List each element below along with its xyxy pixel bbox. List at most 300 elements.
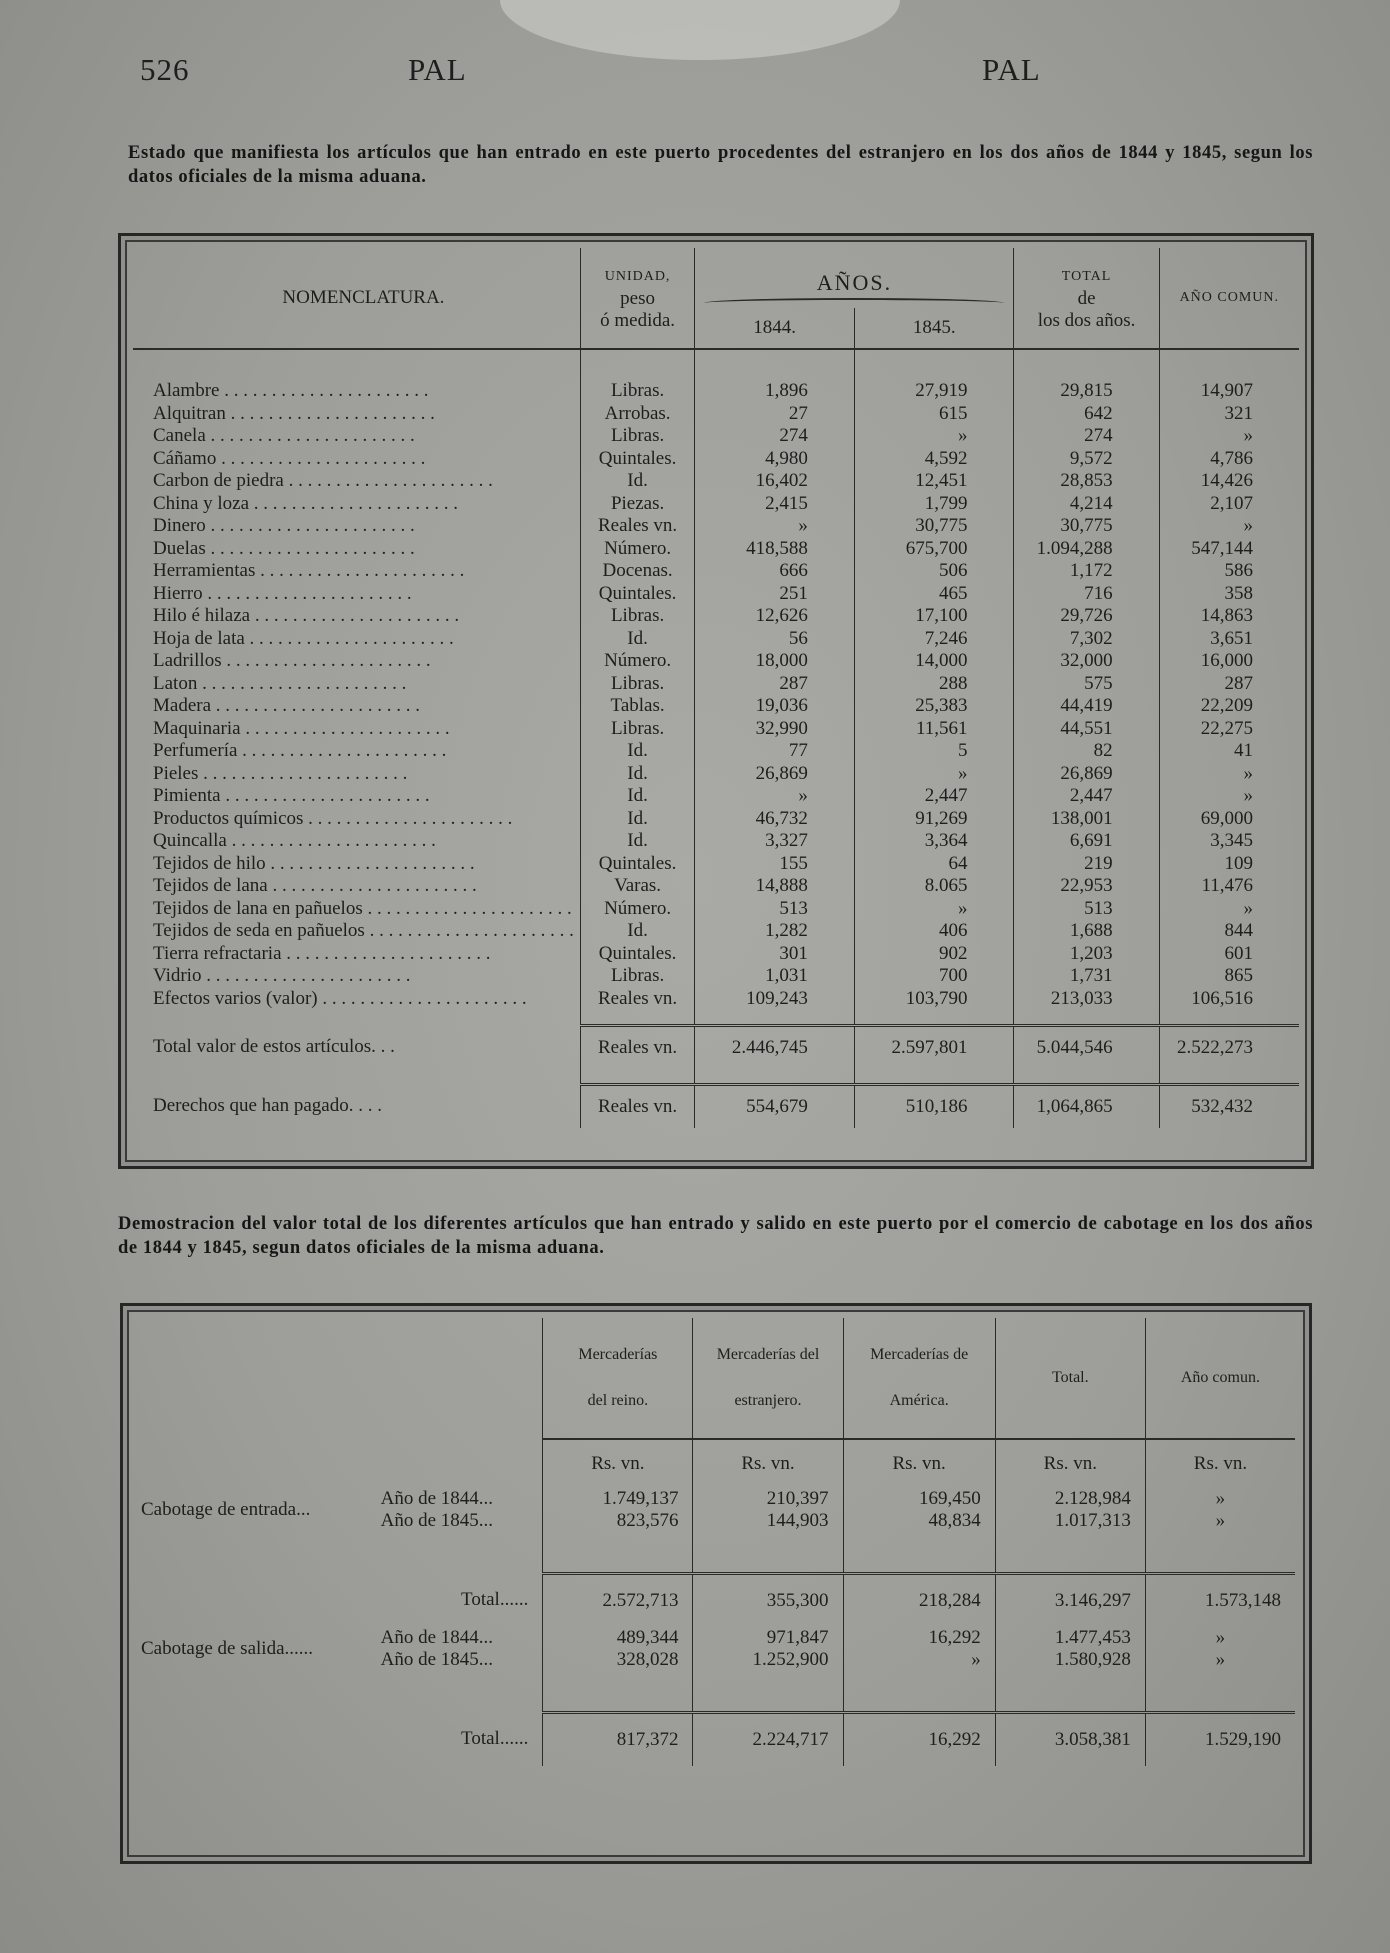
item-name-text: Maquinaria [153, 717, 241, 739]
cell-value: 817,372 [543, 1713, 693, 1767]
total-row [135, 1713, 1295, 1767]
entrada-label: Cabotage de entrada... [141, 1499, 311, 1520]
value-comun: 3,345 [1159, 830, 1299, 853]
item-name [133, 403, 580, 426]
item-unit: Id. [580, 763, 694, 786]
item-unit: Id. [580, 808, 694, 831]
col-total-l3: los dos años. [1037, 310, 1136, 331]
cell-value: 2.572,713 [543, 1574, 693, 1628]
col-years-blank [381, 1318, 543, 1439]
value-1844: 14,888 [695, 875, 855, 898]
cell-value: 2.224,717 [693, 1713, 843, 1767]
value-comun: 601 [1159, 943, 1299, 966]
item-name-text: Total valor de estos artículos [153, 1036, 372, 1058]
value-comun: 106,516 [1159, 988, 1299, 1011]
value-comun: 532,432 [1159, 1085, 1299, 1129]
item-unit: Número. [580, 898, 694, 921]
col-amer-l2: América. [889, 1392, 949, 1409]
value-1845: 465 [854, 583, 1014, 606]
item-name-text: Efectos varios (valor) [153, 987, 318, 1009]
item-name-text: Tejidos de lana [153, 875, 268, 897]
value-1845: 675,700 [854, 538, 1014, 561]
table-row [133, 403, 1299, 426]
value-total: 219 [1014, 853, 1159, 876]
dot-leader: . . . . . . . . . . . . . . . . . . . . . . [211, 695, 421, 717]
item-name [133, 965, 580, 988]
item-unit: Quintales. [580, 583, 694, 606]
item-name [133, 605, 580, 628]
table-row [133, 740, 1299, 763]
value-comun: 14,863 [1159, 605, 1299, 628]
item-name [133, 830, 580, 853]
value-1845: 3,364 [854, 830, 1014, 853]
value-total: 26,869 [1014, 763, 1159, 786]
table2-caption: Demostracion del valor total de los diferentes artículos que han entrado y salido en este puerto por el comercio de cabotage en los dos años de 1844 y 1845, segun datos oficiales de la misma aduana. [118, 1214, 1313, 1258]
value-1845: 288 [854, 673, 1014, 696]
value-1845: 12,451 [854, 470, 1014, 493]
item-unit: Número. [580, 538, 694, 561]
value-1844: 287 [695, 673, 855, 696]
item-name-text: Perfumería [153, 740, 238, 762]
value-1844: 251 [695, 583, 855, 606]
value-total: 82 [1014, 740, 1159, 763]
cell-value: 971,847 [693, 1627, 843, 1649]
cell-value: 823,576 [543, 1510, 693, 1532]
dot-leader: . . . . . . . . . . . . . . . . . . . . . . [244, 627, 454, 649]
item-name [133, 808, 580, 831]
value-1844: 155 [695, 853, 855, 876]
value-total: 29,815 [1014, 380, 1159, 403]
dot-leader: . . . . . . . . . . . . . . . . . . . . . . [197, 672, 407, 694]
cell-value: 48,834 [843, 1510, 995, 1532]
currency-label: Rs. vn. [995, 1439, 1145, 1488]
item-name [133, 493, 580, 516]
value-1845: 17,100 [854, 605, 1014, 628]
cell-value: 1.580,928 [995, 1649, 1145, 1671]
item-name-text: Dinero [153, 515, 206, 537]
dot-leader: . . . . . . . . . . . . . . . . . . . . . . [205, 537, 415, 559]
cell-value: 489,344 [543, 1627, 693, 1649]
dot-leader: . . . . . . . . . . . . . . . . . . . . . . [237, 740, 447, 762]
value-total: 138,001 [1014, 808, 1159, 831]
table-row [133, 605, 1299, 628]
table-row [133, 898, 1299, 921]
value-comun: 14,907 [1159, 380, 1299, 403]
dot-leader: . . . . . . . . . . . . . . . . . . . . . . [362, 897, 572, 919]
item-name-text: Carbon de piedra [153, 470, 284, 492]
col-estr-l1: Mercaderías del [716, 1346, 820, 1363]
value-1844: 3,327 [695, 830, 855, 853]
item-name [133, 1026, 580, 1070]
table-row [133, 695, 1299, 718]
dot-leader: . . . . . . . . . . . . . . . . . . . . . . [205, 515, 415, 537]
table1-caption: Estado que manifiesta los artículos que han entrado en este puerto procedentes del estranjero en los dos años de 1844 y 1845, segun los datos oficiales de la misma aduana. [128, 143, 1313, 187]
value-total: 642 [1014, 403, 1159, 426]
value-total: 274 [1014, 425, 1159, 448]
item-name [133, 943, 580, 966]
table-row [133, 560, 1299, 583]
item-name [133, 718, 580, 741]
col-amer-l1: Mercaderías de [870, 1346, 969, 1363]
cell-value: » [1145, 1510, 1295, 1532]
item-name [133, 785, 580, 808]
item-name [133, 875, 580, 898]
col-unidad-l3: ó medida. [600, 310, 676, 331]
cabotage-table [135, 1318, 1295, 1766]
dot-leader: . . . . . . . . . . . . . . . . . . . . . . [249, 492, 459, 514]
item-unit: Docenas. [580, 560, 694, 583]
cell-value: 3.058,381 [995, 1713, 1145, 1767]
value-total: 30,775 [1014, 515, 1159, 538]
col-1844: 1844. [695, 308, 855, 349]
col-unidad [580, 248, 694, 349]
dot-leader: . . . . . . . . . . . . . . . . . . . . . . [250, 605, 460, 627]
table-row [133, 673, 1299, 696]
value-1845: 506 [854, 560, 1014, 583]
brace-mark [704, 298, 1004, 308]
cell-value: 1.529,190 [1145, 1713, 1295, 1767]
value-total: 1,172 [1014, 560, 1159, 583]
item-name-text: China y loza [153, 492, 250, 514]
value-1845: 1,799 [854, 493, 1014, 516]
col-ano-comun: AÑO COMUN. [1159, 248, 1299, 349]
value-total: 44,419 [1014, 695, 1159, 718]
currency-label: Rs. vn. [543, 1439, 693, 1488]
item-unit: Tablas. [580, 695, 694, 718]
cell-value: 16,292 [843, 1713, 995, 1767]
value-1845: 7,246 [854, 628, 1014, 651]
value-total: 1,731 [1014, 965, 1159, 988]
cell-value: 355,300 [693, 1574, 843, 1628]
col-unidad-l1: UNIDAD, [604, 269, 671, 284]
table-row [133, 808, 1299, 831]
value-1845: 4,592 [854, 448, 1014, 471]
table-row [133, 943, 1299, 966]
item-name-text: Duelas [153, 537, 206, 559]
table-row [133, 718, 1299, 741]
cell-value: 328,028 [543, 1649, 693, 1671]
page-number: 526 [140, 52, 190, 87]
value-total: 5.044,546 [1014, 1026, 1159, 1070]
dot-leader: . . . . . . . . . . . . . . . . . . . . . . [201, 965, 411, 987]
cell-value: » [1145, 1488, 1295, 1510]
item-name [133, 538, 580, 561]
value-1845: 510,186 [854, 1085, 1014, 1129]
item-name-text: Derechos que han pagado [153, 1095, 349, 1117]
value-total: 513 [1014, 898, 1159, 921]
cell-value: 3.146,297 [995, 1574, 1145, 1628]
col-comun2: Año comun. [1145, 1318, 1295, 1439]
currency-label: Rs. vn. [693, 1439, 843, 1488]
value-comun: » [1159, 785, 1299, 808]
dot-leader: . . . . . . . . . . . . . . . . . . . . . . [283, 470, 493, 492]
table-row [133, 380, 1299, 403]
item-name [133, 425, 580, 448]
value-1845: 25,383 [854, 695, 1014, 718]
item-name-text: Hierro [153, 582, 203, 604]
item-name-text: Cáñamo [153, 447, 217, 469]
col-estr-l2: estranjero. [734, 1392, 802, 1409]
item-name [133, 628, 580, 651]
value-1844: 1,896 [695, 380, 855, 403]
value-1845: 902 [854, 943, 1014, 966]
item-name-text: Tejidos de seda en pañuelos [153, 920, 365, 942]
table-row [133, 448, 1299, 471]
total-row [133, 1085, 1299, 1129]
table-row [133, 763, 1299, 786]
year-label: Año de 1845... [380, 1649, 494, 1670]
value-total: 1,064,865 [1014, 1085, 1159, 1129]
item-name-text: Herramientas [153, 560, 256, 582]
item-name-text: Alquitran [153, 402, 226, 424]
item-name-text: Tierra refractaria [153, 942, 282, 964]
value-comun: 321 [1159, 403, 1299, 426]
value-1845: 64 [854, 853, 1014, 876]
value-comun: 4,786 [1159, 448, 1299, 471]
item-name-text: Productos químicos [153, 807, 304, 829]
item-name [133, 853, 580, 876]
value-total: 6,691 [1014, 830, 1159, 853]
cell-value: » [843, 1649, 995, 1671]
value-1844: 1,282 [695, 920, 855, 943]
cell-value: 1.017,313 [995, 1510, 1145, 1532]
item-name-text: Canela [153, 425, 206, 447]
item-name [133, 740, 580, 763]
total-row [135, 1574, 1295, 1628]
value-comun: 287 [1159, 673, 1299, 696]
cell-value: » [1145, 1627, 1295, 1649]
value-1845: 5 [854, 740, 1014, 763]
item-unit: Quintales. [580, 853, 694, 876]
value-comun: 22,275 [1159, 718, 1299, 741]
value-1845: 91,269 [854, 808, 1014, 831]
value-1844: 109,243 [695, 988, 855, 1011]
item-unit: Id. [580, 920, 694, 943]
value-1844: 19,036 [695, 695, 855, 718]
item-name-text: Vidrio [153, 965, 202, 987]
currency-label: Rs. vn. [843, 1439, 995, 1488]
value-1845: 2,447 [854, 785, 1014, 808]
value-comun: » [1159, 763, 1299, 786]
value-1844: 418,588 [695, 538, 855, 561]
item-name [133, 920, 580, 943]
value-1845: 2.597,801 [854, 1026, 1014, 1070]
item-name-text: Pieles [153, 762, 199, 784]
cell-value: 2.128,984 [995, 1488, 1145, 1510]
value-1845: 700 [854, 965, 1014, 988]
table-row [133, 538, 1299, 561]
value-total: 7,302 [1014, 628, 1159, 651]
value-1844: 12,626 [695, 605, 855, 628]
table-row [133, 875, 1299, 898]
cell-value: 1.749,137 [543, 1488, 693, 1510]
item-name [133, 448, 580, 471]
value-comun: 865 [1159, 965, 1299, 988]
running-head-right: PAL [982, 52, 1041, 87]
col-unidad-l2: peso [620, 288, 655, 309]
value-1845: 30,775 [854, 515, 1014, 538]
value-comun: » [1159, 898, 1299, 921]
item-unit: Libras. [580, 718, 694, 741]
dot-leader: . . . . . . . . . . . . . . . . . . . . . . [221, 650, 431, 672]
dot-leader: . . . . . . . . . . . . . . . . . . . . . . [265, 852, 475, 874]
dot-leader: . . . . . . . . . . . . . . . . . . . . . . [205, 425, 415, 447]
dot-leader: . . . . . . . . . . . . . . . . . . . . . . [202, 582, 412, 604]
item-unit: Libras. [580, 673, 694, 696]
dot-leader: . . . . . . . . . . . . . . . . . . . . . . [216, 447, 426, 469]
value-total: 575 [1014, 673, 1159, 696]
table-row [133, 920, 1299, 943]
table-row [133, 425, 1299, 448]
item-unit: Quintales. [580, 448, 694, 471]
table-row [135, 1627, 1295, 1649]
value-1844: 301 [695, 943, 855, 966]
item-unit: Número. [580, 650, 694, 673]
value-1844: 56 [695, 628, 855, 651]
salida-label: Cabotage de salida...... [141, 1638, 314, 1659]
dot-leader: . . . . . . . . . . . . . . . . . . . . . . [317, 987, 527, 1009]
cell-value: 1.477,453 [995, 1627, 1145, 1649]
item-name-text: Madera [153, 695, 212, 717]
item-name [133, 988, 580, 1011]
value-comun: 14,426 [1159, 470, 1299, 493]
value-1845: 8.065 [854, 875, 1014, 898]
item-name-text: Pimienta [153, 785, 221, 807]
value-comun: 22,209 [1159, 695, 1299, 718]
value-comun: 2.522,273 [1159, 1026, 1299, 1070]
value-1844: 26,869 [695, 763, 855, 786]
item-name-text: Alambre [153, 380, 220, 402]
dot-leader: . . . . . . . . . . . . . . . . . . . . . . [267, 875, 477, 897]
value-1844: 4,980 [695, 448, 855, 471]
item-unit: Reales vn. [580, 1085, 694, 1129]
table-row [133, 515, 1299, 538]
item-unit: Id. [580, 785, 694, 808]
cell-value: 1.252,900 [693, 1649, 843, 1671]
value-1844: 666 [695, 560, 855, 583]
dot-leader: . . . . . . . . . . . . . . . . . . . . . . [303, 807, 513, 829]
table-row [133, 628, 1299, 651]
table-row [133, 493, 1299, 516]
col-1845: 1845. [854, 308, 1014, 349]
value-comun: 109 [1159, 853, 1299, 876]
item-name [133, 695, 580, 718]
item-unit: Reales vn. [580, 988, 694, 1011]
item-name [133, 583, 580, 606]
item-name-text: Quincalla [153, 830, 227, 852]
col-total-l1: TOTAL [1061, 269, 1112, 284]
item-name-text: Laton [153, 672, 198, 694]
running-head-left: PAL [408, 52, 467, 87]
value-comun: » [1159, 425, 1299, 448]
value-total: 1,688 [1014, 920, 1159, 943]
value-1844: 513 [695, 898, 855, 921]
item-unit: Quintales. [580, 943, 694, 966]
value-total: 9,572 [1014, 448, 1159, 471]
value-1845: » [854, 898, 1014, 921]
item-unit: Libras. [580, 965, 694, 988]
item-name [133, 650, 580, 673]
total-row [133, 1026, 1299, 1070]
dot-leader: . . . . . . . . . . . . . . . . . . . . . . [226, 830, 436, 852]
item-name-text: Tejidos de hilo [153, 852, 266, 874]
item-unit: Libras. [580, 425, 694, 448]
item-name [133, 1085, 580, 1129]
table-row [133, 965, 1299, 988]
value-comun: 16,000 [1159, 650, 1299, 673]
item-unit: Id. [580, 740, 694, 763]
cell-value: 210,397 [693, 1488, 843, 1510]
value-1844: 2.446,745 [695, 1026, 855, 1070]
table-row [133, 470, 1299, 493]
dot-leader: . . . . . . . . . . . . . . . . . . . . . . [281, 942, 491, 964]
imports-table-frame [118, 233, 1314, 1169]
value-comun: » [1159, 515, 1299, 538]
item-name [133, 673, 580, 696]
value-1845: 14,000 [854, 650, 1014, 673]
item-name [133, 560, 580, 583]
value-1844: 32,990 [695, 718, 855, 741]
cell-value: » [1145, 1649, 1295, 1671]
item-unit: Reales vn. [580, 1026, 694, 1070]
dot-leader: . . . . . . . . . . . . . . . . . . . . . . [198, 762, 408, 784]
imports-table [133, 248, 1299, 1128]
value-comun: 547,144 [1159, 538, 1299, 561]
value-total: 32,000 [1014, 650, 1159, 673]
item-unit: Id. [580, 628, 694, 651]
item-name [133, 515, 580, 538]
year-label: Año de 1844... [380, 1488, 494, 1509]
col-total [1014, 248, 1159, 349]
item-name [133, 898, 580, 921]
item-name [133, 380, 580, 403]
cell-value: 144,903 [693, 1510, 843, 1532]
value-1844: » [695, 515, 855, 538]
col-reino-l2: del reino. [587, 1392, 649, 1409]
table-row [133, 650, 1299, 673]
col-total-l2: de [1077, 288, 1096, 309]
dot-leader: . . . . . . . . . . . . . . . . . . . . . . [255, 560, 465, 582]
value-total: 29,726 [1014, 605, 1159, 628]
value-1845: 27,919 [854, 380, 1014, 403]
value-comun: 2,107 [1159, 493, 1299, 516]
col-blank [135, 1318, 381, 1439]
dot-leader: . . . . . . . . . . . . . . . . . . . . . . [220, 785, 430, 807]
item-unit: Varas. [580, 875, 694, 898]
total-label: Total...... [461, 1728, 529, 1750]
currency-label: Rs. vn. [1145, 1439, 1295, 1488]
value-1844: 77 [695, 740, 855, 763]
value-total: 22,953 [1014, 875, 1159, 898]
year-label: Año de 1845... [380, 1510, 494, 1531]
col-anos [695, 248, 1014, 308]
value-1844: 554,679 [695, 1085, 855, 1129]
value-total: 1.094,288 [1014, 538, 1159, 561]
value-1844: 16,402 [695, 470, 855, 493]
dot-leader: . . . . [348, 1095, 382, 1117]
col-estranjero [693, 1318, 843, 1439]
value-1844: 46,732 [695, 808, 855, 831]
value-1844: 27 [695, 403, 855, 426]
value-total: 44,551 [1014, 718, 1159, 741]
value-1845: » [854, 425, 1014, 448]
value-1844: 274 [695, 425, 855, 448]
value-1844: 2,415 [695, 493, 855, 516]
dot-leader: . . . . . . . . . . . . . . . . . . . . . . [240, 717, 450, 739]
cell-value: 218,284 [843, 1574, 995, 1628]
item-unit: Id. [580, 470, 694, 493]
item-unit: Arrobas. [580, 403, 694, 426]
